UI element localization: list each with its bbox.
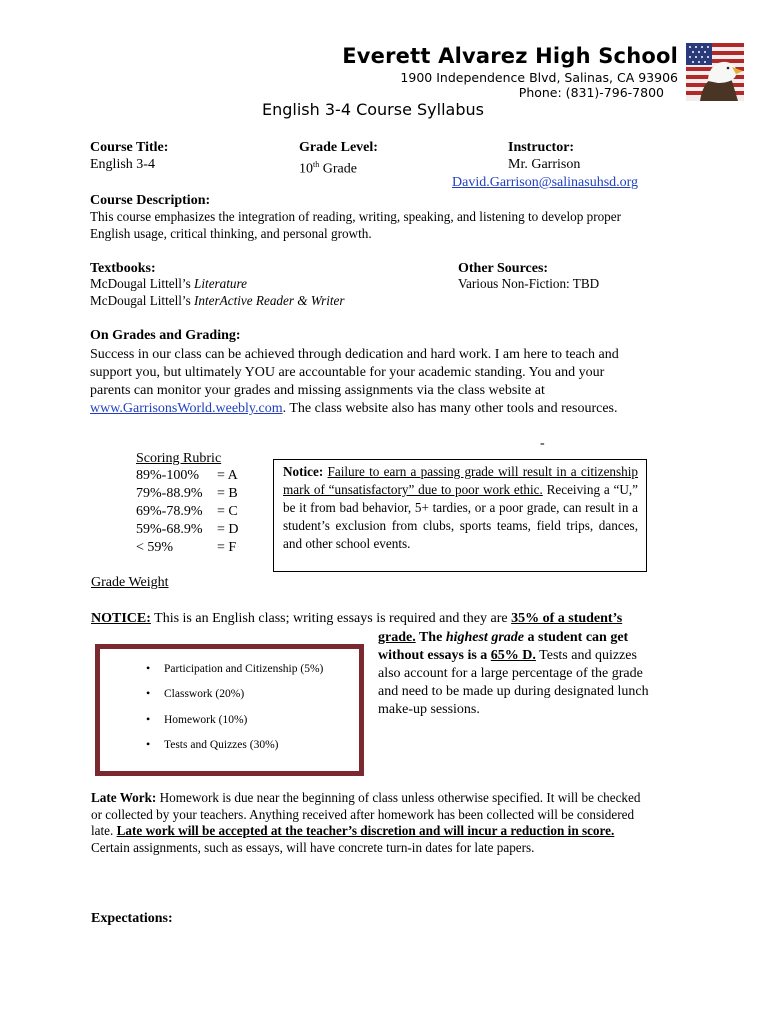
notice-text: Notice: Failure to earn a passing grade will result in a citizenship mark of “unsatisfactory” due to poor work ethic. Receiving a “U,” be it from bad behavior, 5+ tardies, or a poor grade, can result in a student’s exclusion from clubs, sports teams, field trips, dances, and other school events. (283, 464, 639, 551)
course-title-label: Course Title: (90, 140, 169, 155)
school-phone: Phone: (831)-796-7800 (518, 85, 664, 100)
school-name: Everett Alvarez High School (342, 44, 678, 68)
school-address: 1900 Independence Blvd, Salinas, CA 93906 (400, 70, 678, 85)
class-website-link[interactable]: www.GarrisonsWorld.weebly.com (90, 401, 283, 416)
instructor-label: Instructor: (508, 140, 575, 155)
textbook-2: McDougal Littell’s InterActive Reader & Writer (90, 293, 345, 308)
rubric-row: 89%-100% (136, 468, 199, 483)
notice-box (273, 459, 647, 572)
grade-level-label: Grade Level: (299, 140, 378, 155)
course-description-text: This course emphasizes the integration of reading, writing, speaking, and listening to develop proper English usage, critical thinking, and personal growth. (90, 209, 622, 241)
course-description-label: Course Description: (90, 193, 211, 208)
list-item: • Participation and Citizenship (5%) (112, 661, 323, 686)
rubric-grade: = F (217, 540, 237, 555)
rubric-row: < 59% (136, 540, 174, 555)
rubric-row: 79%-88.9% (136, 486, 203, 501)
grading-label: On Grades and Grading: (90, 328, 241, 343)
late-work-section: Late Work: Homework is due near the beginning of class unless otherwise specified. It will be checked or collected by your teachers. Anything received after homework has been collected will be considered late. Late work will be accepted at the teacher’s discretion and will incur a reduction in score. Certain assignments, such as essays, will have concrete turn-in dates for late papers. (91, 790, 641, 855)
grade-weight-list (112, 661, 323, 762)
grade-weight-box (95, 644, 364, 776)
late-work-label: Late Work: (91, 790, 157, 805)
grade-weight-title: Grade Weight (91, 575, 169, 590)
rubric-grade: = C (217, 504, 238, 519)
course-title-value: English 3-4 (90, 157, 155, 172)
rubric-grade: = A (217, 468, 238, 483)
list-item: • Homework (10%) (112, 712, 323, 737)
instructor-email-link[interactable]: David.Garrison@salinasuhsd.org (452, 175, 639, 190)
grading-paragraph: Success in our class can be achieved through dedication and hard work. I am here to teach and support you, but ultimately YOU are accountable for your academic standing. You and your parents can monitor your grades and missing assignments via the class website at www.GarrisonsWorld.weebly.com. The class website also has many other tools and resources. (90, 347, 619, 416)
rubric-row: 59%-68.9% (136, 522, 203, 537)
rubric-grade: = D (217, 522, 239, 537)
list-item: • Classwork (20%) (112, 686, 323, 711)
textbooks-label: Textbooks: (90, 261, 156, 276)
list-item: • Tests and Quizzes (30%) (112, 737, 323, 762)
expectations-label: Expectations: (91, 911, 173, 926)
rubric-grade: = B (217, 486, 238, 501)
scoring-rubric-title: Scoring Rubric (136, 451, 222, 466)
essay-notice-text: grade. The highest grade a student can get without essays is a 65% D. Tests and quizzes also account for a large percentage of the grade and need to be made up during designated lunch make-up sessions. (378, 630, 649, 717)
rubric-row: 69%-78.9% (136, 504, 203, 519)
textbook-1: McDougal Littell’s Literature (90, 276, 248, 291)
eagle-flag-image (686, 43, 744, 101)
other-sources-label: Other Sources: (458, 261, 549, 276)
essay-notice-line1: NOTICE: This is an English class; writing essays is required and they are 35% of a student’s (91, 611, 623, 626)
instructor-name: Mr. Garrison (508, 157, 581, 172)
stray-dash: - (540, 436, 545, 451)
grade-level-value: 10th Grade (299, 160, 357, 177)
other-sources-value: Various Non-Fiction: TBD (458, 276, 600, 291)
syllabus-title: English 3-4 Course Syllabus (262, 100, 484, 119)
